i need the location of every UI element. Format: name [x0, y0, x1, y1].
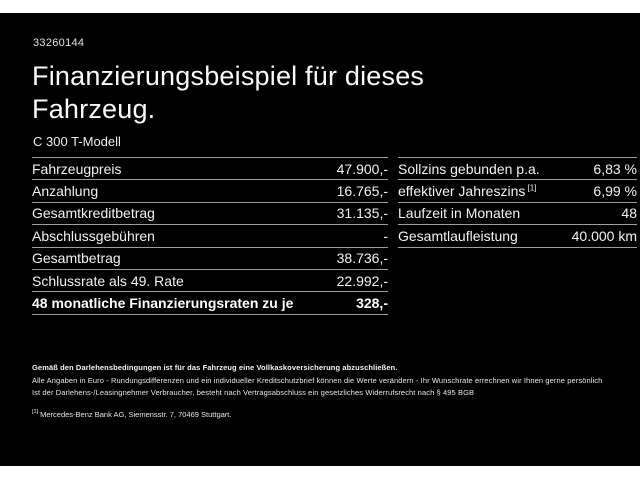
footnote-marker: [1] — [32, 409, 39, 415]
finance-table-left — [32, 157, 388, 315]
finance-row — [32, 157, 388, 179]
row-value: 47.900,- — [336, 160, 388, 177]
row-label: Gesamtbetrag — [32, 250, 121, 267]
finance-row — [32, 202, 388, 224]
finance-row — [32, 269, 388, 291]
row-value: 6,83 % — [593, 160, 637, 177]
row-value: - — [383, 227, 388, 244]
row-label: Gesamtlaufleistung — [398, 227, 518, 244]
footnote — [32, 409, 630, 420]
disclaimer-line-2: Ist der Darlehens-/Leasingnehmer Verbraucher, besteht nach Vertragsabschluss ein gesetzliches Widerrufsrecht nach § 495 BGB — [32, 388, 475, 397]
page-title — [32, 60, 424, 126]
row-label: Abschlussgebühren — [32, 227, 155, 244]
row-label: Sollzins gebunden p.a. — [398, 160, 540, 177]
row-label: Gesamtkreditbetrag — [32, 205, 155, 222]
footer — [32, 362, 630, 420]
row-label: Schlussrate als 49. Rate — [32, 272, 184, 289]
disclaimer-line-1: Alle Angaben in Euro - Rundungsdifferenzen und ein individueller Kreditschutzbrief können die Werte verändern - Ihr Wunschrate errechnen wir Ihnen gerne persönlich — [32, 375, 603, 385]
page-title-line1: Finanzierungsbeispiel für dieses — [32, 61, 425, 91]
finance-row — [398, 157, 637, 179]
footnote-marker: [1] — [525, 183, 537, 193]
finance-row — [32, 179, 388, 201]
row-label: Laufzeit in Monaten — [398, 205, 521, 222]
row-value: 31.135,- — [336, 205, 388, 222]
row-label: 48 monatliche Finanzierungsraten zu je — [32, 295, 294, 312]
finance-row — [32, 224, 388, 246]
finance-row — [398, 224, 637, 246]
row-value: 38.736,- — [336, 250, 388, 267]
row-label: effektiver Jahreszins [1] — [398, 183, 537, 200]
insurance-note: Gemäß den Darlehensbedingungen ist für das Fahrzeug eine Vollkaskoversicherung abzuschließen. — [32, 363, 398, 372]
row-label: Fahrzeugpreis — [32, 160, 122, 177]
finance-table-right — [398, 157, 637, 248]
finance-row — [32, 247, 388, 269]
finance-row — [398, 202, 637, 224]
row-value: 40.000 km — [571, 227, 637, 244]
finance-row — [398, 179, 637, 201]
row-value: 6,99 % — [593, 183, 637, 200]
row-value: 16.765,- — [336, 183, 388, 200]
doc-number: 33260144 — [33, 37, 85, 49]
row-value: 328,- — [356, 295, 388, 312]
vehicle-model: C 300 T-Modell — [33, 134, 121, 149]
letterbox-bottom — [0, 466, 640, 480]
row-value: 48 — [621, 205, 637, 222]
page-title-line2: Fahrzeug. — [32, 94, 156, 124]
row-label: Anzahlung — [32, 183, 99, 200]
financing-slide — [0, 13, 640, 466]
footnote-text: Mercedes-Benz Bank AG, Siemensstr. 7, 70469 Stuttgart. — [40, 409, 232, 419]
row-value: 22.992,- — [336, 272, 388, 289]
letterbox-top — [0, 0, 640, 13]
finance-row — [32, 291, 388, 313]
